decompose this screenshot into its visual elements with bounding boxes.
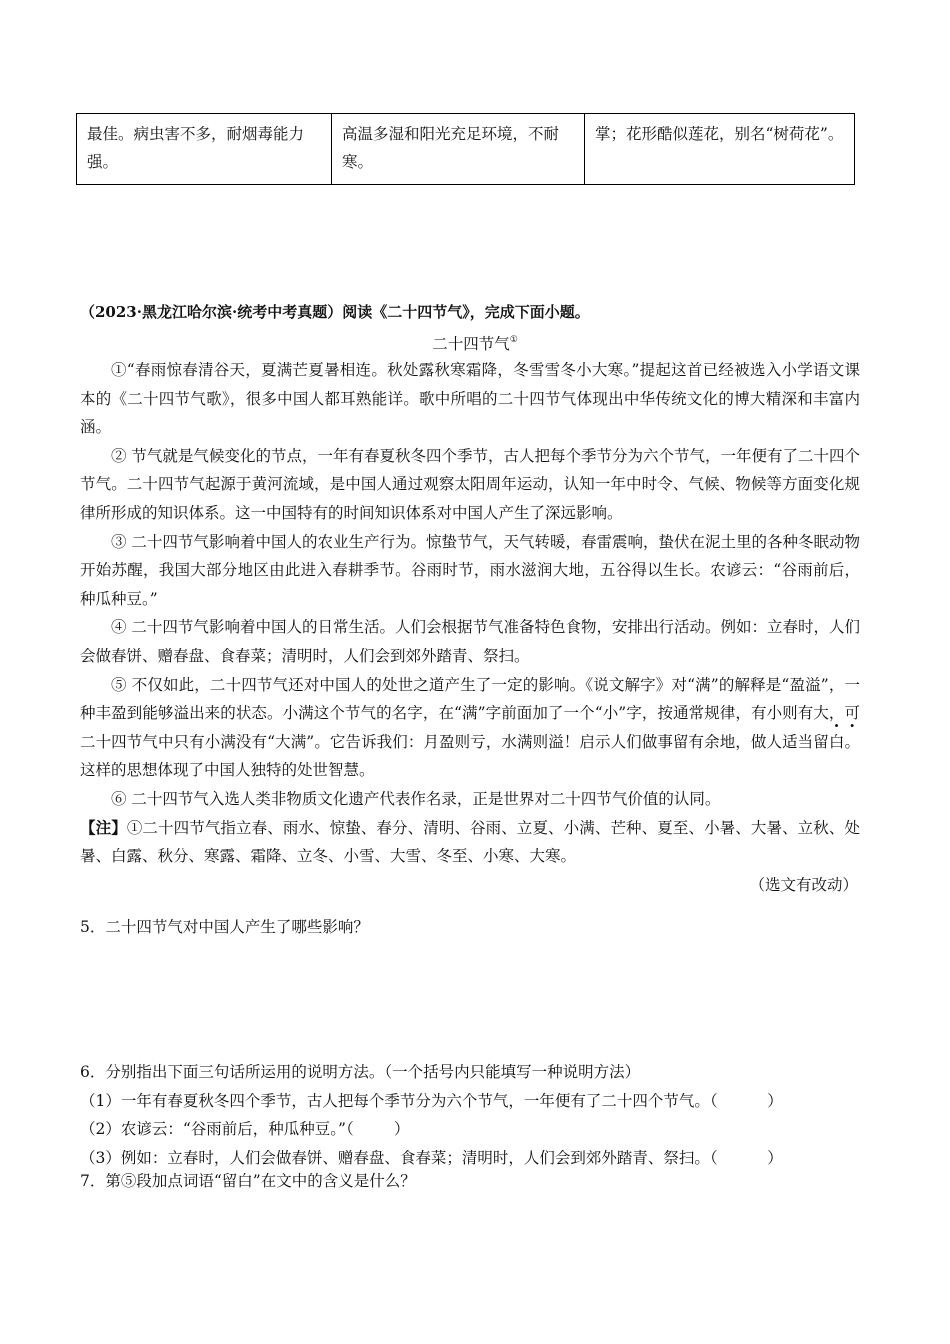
table-cell: 最佳。病虫害不多，耐烟毒能力强。 xyxy=(77,114,332,185)
note-label: 【注】 xyxy=(80,817,127,837)
emphasized-char: 白 xyxy=(828,732,845,751)
answer-paren-close: ） xyxy=(394,1120,410,1139)
table-row xyxy=(77,114,855,185)
table-cell: 高温多湿和阳光充足环境，不耐寒。 xyxy=(332,114,585,185)
paragraph-4: ④ 二十四节气影响着中国人的日常生活。人们会根据节气准备特色食物，安排出行活动。例如：立春时，人们会做春饼、赠春盘、食春菜；清明时，人们会到郊外踏青、祭扫。 xyxy=(80,618,860,665)
passage-source: （2023·黑龙江哈尔滨·统考中考真题）阅读《二十四节气》，完成下面小题。 xyxy=(80,303,590,321)
answer-paren-open: （ xyxy=(709,1148,718,1167)
note xyxy=(80,814,860,871)
question-6-item-2 xyxy=(80,1115,860,1144)
table-cell: 掌；花形酷似莲花，别名“树荷花”。 xyxy=(585,114,855,185)
title-note-mark: ① xyxy=(509,335,518,345)
passage-title-text: 二十四节气 xyxy=(432,335,510,353)
question-5: 5．二十四节气对中国人产生了哪些影响？ xyxy=(80,918,369,936)
item-text: （2）农谚云：“谷雨前后，种瓜种豆。” xyxy=(80,1120,346,1139)
question-6-item-3 xyxy=(80,1144,860,1173)
paragraph-2: ② 节气就是气候变化的节点，一年有春夏秋冬四个季节，古人把每个季节分为六个节气，一年便有了二十四个节气。二十四节气起源于黄河流域，是中国人通过观察太阳周年运动，认知一年中时令、气候、物候等方面变化规律所形成的知识体系。这一中国特有的时间知识体系对中国人产生了深远影响。 xyxy=(80,446,860,522)
paragraph-6: ⑥ 二十四节气入选人类非物质文化遗产代表作名录，正是世界对二十四节气价值的认同。 xyxy=(111,789,721,808)
item-text: （3）例如：立春时，人们会做春饼、赠春盘、食春菜；清明时，人们会到郊外踏青、祭扫。 xyxy=(80,1148,710,1167)
question-6-stem: 6．分别指出下面三句话所运用的说明方法。（一个括号内只能填写一种说明方法） xyxy=(80,1063,641,1081)
paragraph-5 xyxy=(80,671,860,785)
item-text: （1）一年有春夏秋冬四个季节，古人把每个季节分为六个节气，一年便有了二十四个节气。 xyxy=(80,1091,710,1110)
answer-paren-open: （ xyxy=(709,1091,718,1110)
note-text: ①二十四节气指立春、雨水、惊蛰、春分、清明、谷雨、立夏、小满、芒种、夏至、小暑、大暑、立秋、处暑、白露、秋分、寒露、霜降、立冬、小雪、大雪、冬至、小寒、大寒。 xyxy=(80,818,860,866)
paragraph-1: ①“春雨惊春清谷天，夏满芒夏暑相连。秋处露秋寒霜降，冬雪雪冬小大寒。”提起这首已经被选入小学语文课本的《二十四节气歌》，很多中国人都耳熟能详。歌中所唱的二十四节气体现出中华传统文化的博大精深和丰富内涵。 xyxy=(80,361,860,437)
answer-paren-open: （ xyxy=(345,1120,354,1139)
question-6 xyxy=(80,1058,860,1172)
paragraph-5-text: ⑤ 不仅如此，二十四节气还对中国人的处世之道产生了一定的影响。《说文解字》对“满”的解释是“盈溢”，一种丰盈到能够溢出来的状态。小满这个节气的名字，在“满”字前面加了一个“小”字，按通常规律，有小则有大，可二十四节气中只有小满没有“大满”。它告诉我们：月盈则亏，水满则溢！启示人们做事留有余地，做人适当 xyxy=(80,675,860,751)
question-7: 7．第⑤段加点词语“留白”在文中的含义是什么？ xyxy=(80,1172,416,1190)
answer-paren-close: ） xyxy=(767,1148,783,1167)
attribution: （选文有改动） xyxy=(749,875,858,894)
question-6-item-1 xyxy=(80,1087,860,1116)
plant-info-table-fragment xyxy=(76,113,855,185)
paragraph-3: ③ 二十四节气影响着中国人的农业生产行为。惊蛰节气，天气转暖，春雷震响，蛰伏在泥土里的各种冬眠动物开始苏醒，我国大部分地区由此进入春耕季节。谷雨时节，雨水滋润大地，五谷得以生长。农谚云：“谷雨前后，种瓜种豆。” xyxy=(80,532,860,608)
passage-body xyxy=(80,356,860,899)
answer-paren-close: ） xyxy=(767,1091,783,1110)
paragraph-5-text: 。这样的思想体现了中国人独特的处世智慧。 xyxy=(80,732,860,780)
emphasized-char: 留 xyxy=(813,732,829,751)
passage-title xyxy=(0,329,950,355)
